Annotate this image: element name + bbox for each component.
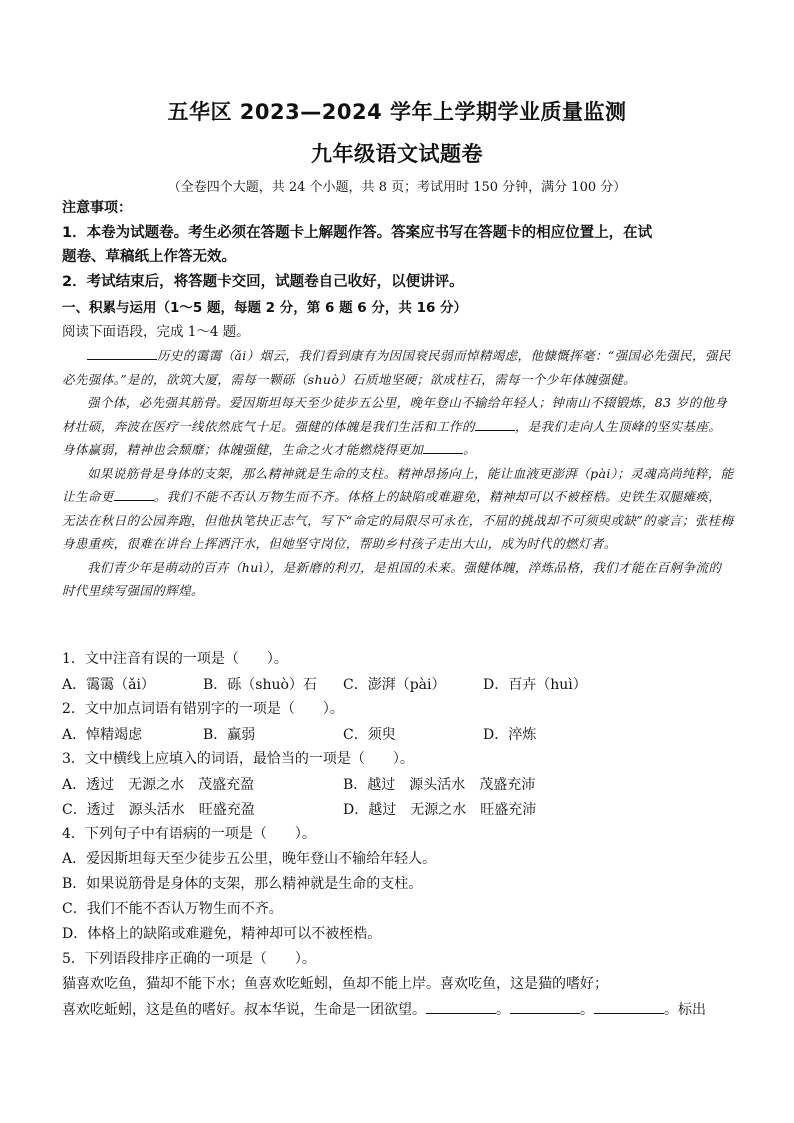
q5-text-line-2	[62, 999, 737, 1020]
section-1-instruction: 阅读下面语段，完成 1～4 题。	[62, 324, 250, 340]
passage-paragraph-4	[62, 556, 734, 603]
q2-option-b: B．赢弱	[203, 727, 256, 743]
q1-option-d: D．百卉（huì）	[483, 677, 587, 693]
passage-p2b-text: ，是我们走向人生顶峰的坚实基座。身体赢弱，精神也会颓靡；体魄强健，生命之火才能燃烧得更加	[62, 418, 722, 457]
passage-p4-text: 我们青少年是萌动的百卉（huì），是新磨的利刃，是祖国的未来。强健体魄，淬炼品格，我们才能在百舸争流的时代里续写强国的辉煌。	[62, 559, 722, 598]
fill-blank-2	[475, 416, 515, 431]
passage-paragraph-1	[62, 344, 734, 391]
passage-p1-text: 历史的霭霭（ǎi）烟云，我们看到康有为因国衰民弱而悼精竭虑，他慷慨挥毫：“强国必先强民，强民必先强体。”是的，欲筑大厦，需每一颗砾（shuò）石质地坚硬；欲成柱石，需每一个少年体魄强健。	[62, 348, 731, 387]
reading-passage	[62, 344, 734, 603]
q5-blank-3	[594, 999, 664, 1014]
q3-option-b: B．越过 源头活水 茂盛充沛	[343, 777, 536, 793]
fill-blank-1	[87, 345, 157, 360]
q2-option-d: D．淬炼	[483, 727, 537, 743]
fill-blank-4	[114, 486, 154, 501]
question-1: 1．文中注音有误的一项是（ ）。	[62, 651, 288, 667]
question-2: 2．文中加点词语有错别字的一项是（ ）。	[62, 701, 344, 717]
passage-paragraph-3	[62, 462, 734, 556]
notice-item-1a: 1．本卷为试题卷。考生必须在答题卡上解题作答。答案应书写在答题卡的相应位置上，在试	[62, 225, 653, 241]
q3-option-a: A．透过 无源之水 茂盛充盈	[62, 777, 255, 793]
q2-option-a: A．悼精竭虑	[62, 727, 143, 743]
q1-option-c: C．澎湃（pài）	[343, 677, 446, 693]
exam-title: 五华区 2023—2024 学年上学期学业质量监测	[167, 100, 627, 124]
q1-option-a: A．霭霭（ǎi）	[62, 677, 155, 693]
passage-p3b-text: 。我们不能不否认万物生而不齐。体格上的缺陷或难避免，精神却可以不被桎梏。史铁生双腿瘫痪，无法在秋日的公园奔跑，但他执笔抉正志气，写下“命定的局限尽可永在，不屈的挑战却不可须臾或缺”的豪言；张桂梅身患重疾，很难在讲台上挥洒汗水，但她坚守岗位，帮助乡村孩子走出大山，成为时代的燃灯者。	[62, 489, 734, 551]
q4-option-d: D．体格上的缺陷或难避免，精神却可以不被桎梏。	[62, 926, 382, 942]
q5-sep-1: 。	[496, 1002, 510, 1018]
q3-option-c: C．透过 源头活水 旺盛充盈	[62, 802, 255, 818]
q5-line2-text: 喜欢吃蚯蚓，这是鱼的嗜好。叔本华说，生命是一团欲望。	[62, 1002, 426, 1018]
q3-option-d: D．越过 无源之水 旺盛充沛	[343, 802, 537, 818]
section-1-heading: 一、积累与运用（1～5 题，每题 2 分，第 6 题 6 分，共 16 分）	[62, 300, 468, 316]
notice-heading: 注意事项：	[62, 200, 132, 216]
passage-p2a-text: 强个体，必先强其筋骨。爱因斯坦每天至少徒步五公里，晚年登山不输给年轻人；钟南山不辍锻炼，83 岁的他身材壮硕，奔波在医疗一线依然底气十足。强健的体魄是我们生活和工作的	[62, 395, 728, 434]
passage-p3a-text: 如果说筋骨是身体的支架，那么精神就是生命的支柱。精神昂扬向上，能让血液更澎湃（pài）；灵魂高尚纯粹，能让生命更	[62, 465, 734, 504]
notice-item-2: 2．考试结束后，将答题卡交回，试题卷自己收好，以便讲评。	[62, 274, 464, 290]
q1-option-b: B．砾（shuò）石	[203, 677, 317, 693]
exam-info: （全卷四个大题，共 24 个小题，共 8 页；考试用时 150 分钟，满分 100 分）	[167, 180, 627, 195]
q2-option-c: C．须臾	[343, 727, 396, 743]
fill-blank-3	[423, 439, 463, 454]
notice-item-1b: 题卷、草稿纸上作答无效。	[62, 249, 236, 265]
passage-p2c-text: 。	[463, 442, 477, 457]
q4-option-b: B．如果说筋骨是身体的支架，那么精神就是生命的支柱。	[62, 876, 423, 892]
q5-text-line-1: 猫喜欢吃鱼，猫却不能下水；鱼喜欢吃蚯蚓，鱼却不能上岸。喜欢吃鱼，这是猫的嗜好；	[62, 976, 608, 992]
q5-sep-3: 。标出	[664, 1002, 706, 1018]
q5-sep-2: 。	[580, 1002, 594, 1018]
q4-option-a: A．爱因斯坦每天至少徒步五公里，晚年登山不输给年轻人。	[62, 851, 437, 867]
question-5: 5．下列语段排序正确的一项是（ ）。	[62, 951, 316, 967]
question-3: 3．文中横线上应填入的词语，最恰当的一项是（ ）。	[62, 751, 414, 767]
q4-option-c: C．我们不能不否认万物生而不齐。	[62, 901, 283, 917]
question-4: 4．下列句子中有语病的一项是（ ）。	[62, 826, 316, 842]
passage-paragraph-2	[62, 391, 734, 462]
q5-blank-1	[426, 999, 496, 1014]
q5-blank-2	[510, 999, 580, 1014]
exam-subtitle: 九年级语文试题卷	[311, 142, 483, 166]
